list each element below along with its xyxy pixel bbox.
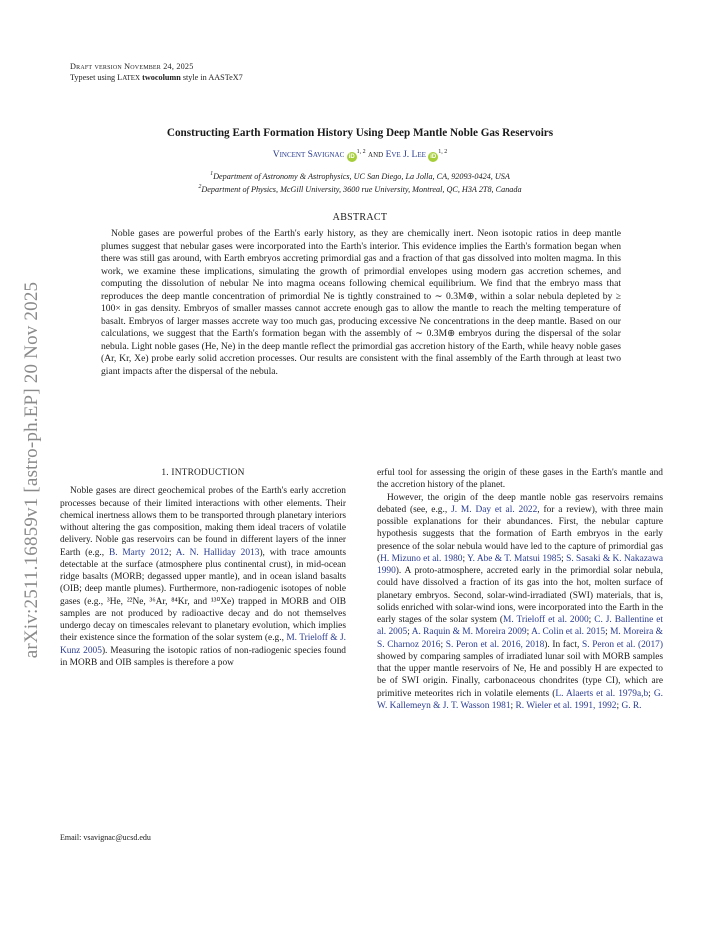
citation-link[interactable]: A. Raquin & M. Moreira 2009 bbox=[411, 627, 527, 638]
abstract-body bbox=[101, 228, 621, 379]
citation-link[interactable]: S. Sasaki & K. Nakazawa 1990 bbox=[377, 553, 664, 576]
footnote-email bbox=[60, 833, 151, 842]
left-column bbox=[60, 467, 346, 669]
citation-link[interactable]: C. J. Ballentine et al. 2005 bbox=[377, 615, 663, 638]
text-run: ; bbox=[561, 553, 567, 564]
citation-link[interactable]: A. Colin et al. 2015 bbox=[531, 627, 606, 638]
citation-link[interactable]: M. Trieloff & J. Kunz 2005 bbox=[60, 633, 346, 656]
author-1-name[interactable]: Vincent Savignac bbox=[272, 150, 345, 160]
text-run: ). Measuring the isotopic ratios of non-radiogenic species found in MORB and OIB samples is therefore a pow bbox=[60, 645, 346, 668]
text-run: Noble gases are direct geochemical probes of the Earth's early accretion processes because of their limited interactions with other elements. Their chemical inertness allows them to be transported through planetary interiors without altering the gas composition, making them ideal tracers of volatile delivery. Noble gas reservoirs can be found in different layers of the inner Earth (e.g., bbox=[60, 486, 346, 558]
draft-version-line: Draft version November 24, 2025 bbox=[70, 62, 194, 71]
author-1-affil-sup: 1, 2 bbox=[356, 149, 366, 155]
author-list bbox=[0, 150, 720, 162]
arxiv-identifier[interactable]: arXiv:2511.16859v1 [astro-ph.EP] 20 Nov 2025 bbox=[21, 281, 42, 659]
affiliation-1-num: 1 bbox=[210, 171, 214, 177]
text-run: ; bbox=[440, 639, 446, 650]
intro-paragraph-1-continued: erful tool for assessing the origin of these gases in the Earth's mantle and the accretion history of the planet. bbox=[377, 468, 663, 491]
citation-link[interactable]: H. Mizuno et al. 1980 bbox=[380, 553, 463, 564]
text-run: ; bbox=[407, 627, 412, 638]
intro-paragraph-2 bbox=[377, 492, 663, 713]
text-run: ; bbox=[168, 547, 176, 558]
text-run: ; bbox=[648, 688, 654, 699]
citation-link[interactable]: G. R. bbox=[621, 700, 642, 711]
author-2-affil-sup: 1, 2 bbox=[438, 149, 448, 155]
citation-link[interactable]: M. Trieloff et al. 2000 bbox=[503, 615, 589, 625]
typeset-pre: Typeset using L bbox=[70, 72, 123, 82]
citation-link[interactable]: Y. Abe & T. Matsui 1985 bbox=[467, 553, 562, 564]
text-run: ; bbox=[605, 627, 611, 638]
email-address[interactable]: vsavignac@ucsd.edu bbox=[83, 833, 151, 842]
abstract-heading: ABSTRACT bbox=[332, 212, 388, 223]
citation-link[interactable]: M. Moreira & S. Charnoz 2016 bbox=[377, 627, 663, 650]
text-run: ; bbox=[588, 615, 595, 625]
citation-link[interactable]: B. Marty 2012 bbox=[108, 547, 169, 558]
citation-link[interactable]: R. Wieler et al. 1991, 1992 bbox=[515, 700, 617, 711]
author-2-name[interactable]: Eve J. Lee bbox=[385, 150, 426, 160]
text-run: , for a review), with three main possible explanations for their abundances. First, the nebular capture hypothesis suggests that the formation of Earth embryos in the early presence of the solar nebula would have led to the capture of primordial gas ( bbox=[377, 504, 664, 564]
citation-link[interactable]: S. Peron et al. (2017) bbox=[581, 639, 663, 650]
text-run: ; bbox=[526, 627, 532, 638]
citation-link[interactable]: S. Peron et al. 2016, 2018 bbox=[445, 639, 545, 650]
affiliation-2-num: 2 bbox=[198, 184, 202, 190]
affiliation-1 bbox=[0, 172, 720, 181]
author-conjunction: and bbox=[368, 150, 384, 160]
affiliation-2 bbox=[0, 185, 720, 194]
text-run: However, the origin of the deep mantle noble gas reservoirs remains debated (see, e.g., bbox=[377, 492, 663, 515]
citation-link[interactable]: J. M. Day et al. 2022 bbox=[451, 504, 538, 515]
text-run: ). In fact, bbox=[544, 639, 582, 650]
text-run: showed by comparing samples of irradiated lunar soil with MORB samples that the upper mantle reservoirs of Ne, He and possibly H are expected to be of SWI origin. Finally, carbonaceous chondrites (type CI), which are primitive meteorites rich in volatile elements ( bbox=[377, 651, 663, 699]
text-run: ). A proto-atmosphere, accreted early in the primordial solar nebula, could have dissolved a fraction of its gas into the hot, molten surface of planetary embryos. Second, solar-wind-irradiated (SWI) materials, that is, solids enriched with solar-wind ions, were incorporated into the Earth in the early stages of the solar system ( bbox=[377, 566, 663, 625]
intro-paragraph-1 bbox=[60, 485, 346, 669]
typeset-post: style in AASTeX7 bbox=[182, 72, 243, 82]
text-run: ; bbox=[510, 700, 516, 711]
latex-logo: ATEX bbox=[122, 73, 141, 82]
draft-header bbox=[70, 62, 243, 83]
email-label: Email: bbox=[60, 833, 84, 842]
affiliation-1-text: Department of Astronomy & Astrophysics, UC San Diego, La Jolla, CA, 92093-0424, USA bbox=[213, 172, 510, 181]
affiliation-2-text: Department of Physics, McGill University, 3600 rue University, Montreal, QC, H3A 2T8, Canada bbox=[201, 185, 522, 194]
arxiv-sidebar[interactable] bbox=[19, 230, 45, 710]
orcid-icon[interactable]: iD bbox=[348, 154, 355, 160]
orcid-icon[interactable]: iD bbox=[430, 154, 437, 160]
text-run: ; bbox=[616, 700, 622, 711]
citation-link[interactable]: G. W. Kallemeyn & J. T. Wasson 1981 bbox=[377, 688, 663, 711]
citation-link[interactable]: L. Alaerts et al. 1979a,b bbox=[555, 688, 649, 699]
typeset-bold: twocolumn bbox=[142, 72, 181, 82]
citation-link[interactable]: A. N. Halliday 2013 bbox=[175, 547, 260, 558]
text-run: ; bbox=[462, 553, 468, 564]
paper-title: Constructing Earth Formation History Using Deep Mantle Noble Gas Reservoirs bbox=[166, 127, 554, 139]
abstract-paragraph: Noble gases are powerful probes of the Earth's early history, as they are chemically inert. Neon isotopic ratios in deep mantle plumes suggest that nebular gases were incorporated into the Earth's interior. This evidence implies the Earth's formation began when there was still gas around, with Earth embryos accreting primordial gas and a fraction of that gas dissolved into molten magma. In this work, we examine these implications, simulating the growth of primordial envelopes using modern gas accretion schemes, and computing the dissolution of nebular Ne into magma oceans following chemical equilibrium. We find that the embryo mass that reproduces the deep mantle concentration of primordial Ne is tightly constrained to ∼ 0.3M⊕, within a solar nebula depleted by ≥ 100× in gas density. Embryos of smaller masses cannot accrete enough gas to allow the mantle to reach the melting temperature of basalt. Embryos of larger masses accrete way too much gas, producing excessive Ne concentrations in the deep mantle. Based on our calculations, we suggest that the Earth's formation began with the assembly of ∼ 0.3M⊕ embryos during the dispersal of the solar nebula. Light noble gases (He, Ne) in the deep mantle reflect the primordial gas accretion history of the Earth, while heavy noble gases (Ar, Kr, Xe) probe early solid accretion processes. Our results are consistent with the final assembly of the Earth through at least two giant impacts after the dispersal of the nebula. bbox=[101, 228, 621, 378]
typeset-line bbox=[70, 73, 243, 84]
right-column bbox=[377, 467, 663, 712]
text-run: ), with trace amounts detectable at the surface (atmosphere plus continental crust), in mid-ocean ridge basalts (MORB; degassed upper mantle), and in ocean island basalts (OIB; deep mantle plumes). Furthermore, non-radiogenic isotopes of noble gases (e.g., ³He, ²²Ne, ³⁶Ar, ⁸⁴Kr, and ¹³⁰Xe) trapped in MORB and OIB samples are not produced by radioactive decay and do not themselves undergo decay on timescales relevant to planetary evolution, which implies their existence since the formation of the solar system (e.g., bbox=[60, 547, 346, 644]
section-heading-introduction: 1. INTRODUCTION bbox=[161, 468, 245, 478]
